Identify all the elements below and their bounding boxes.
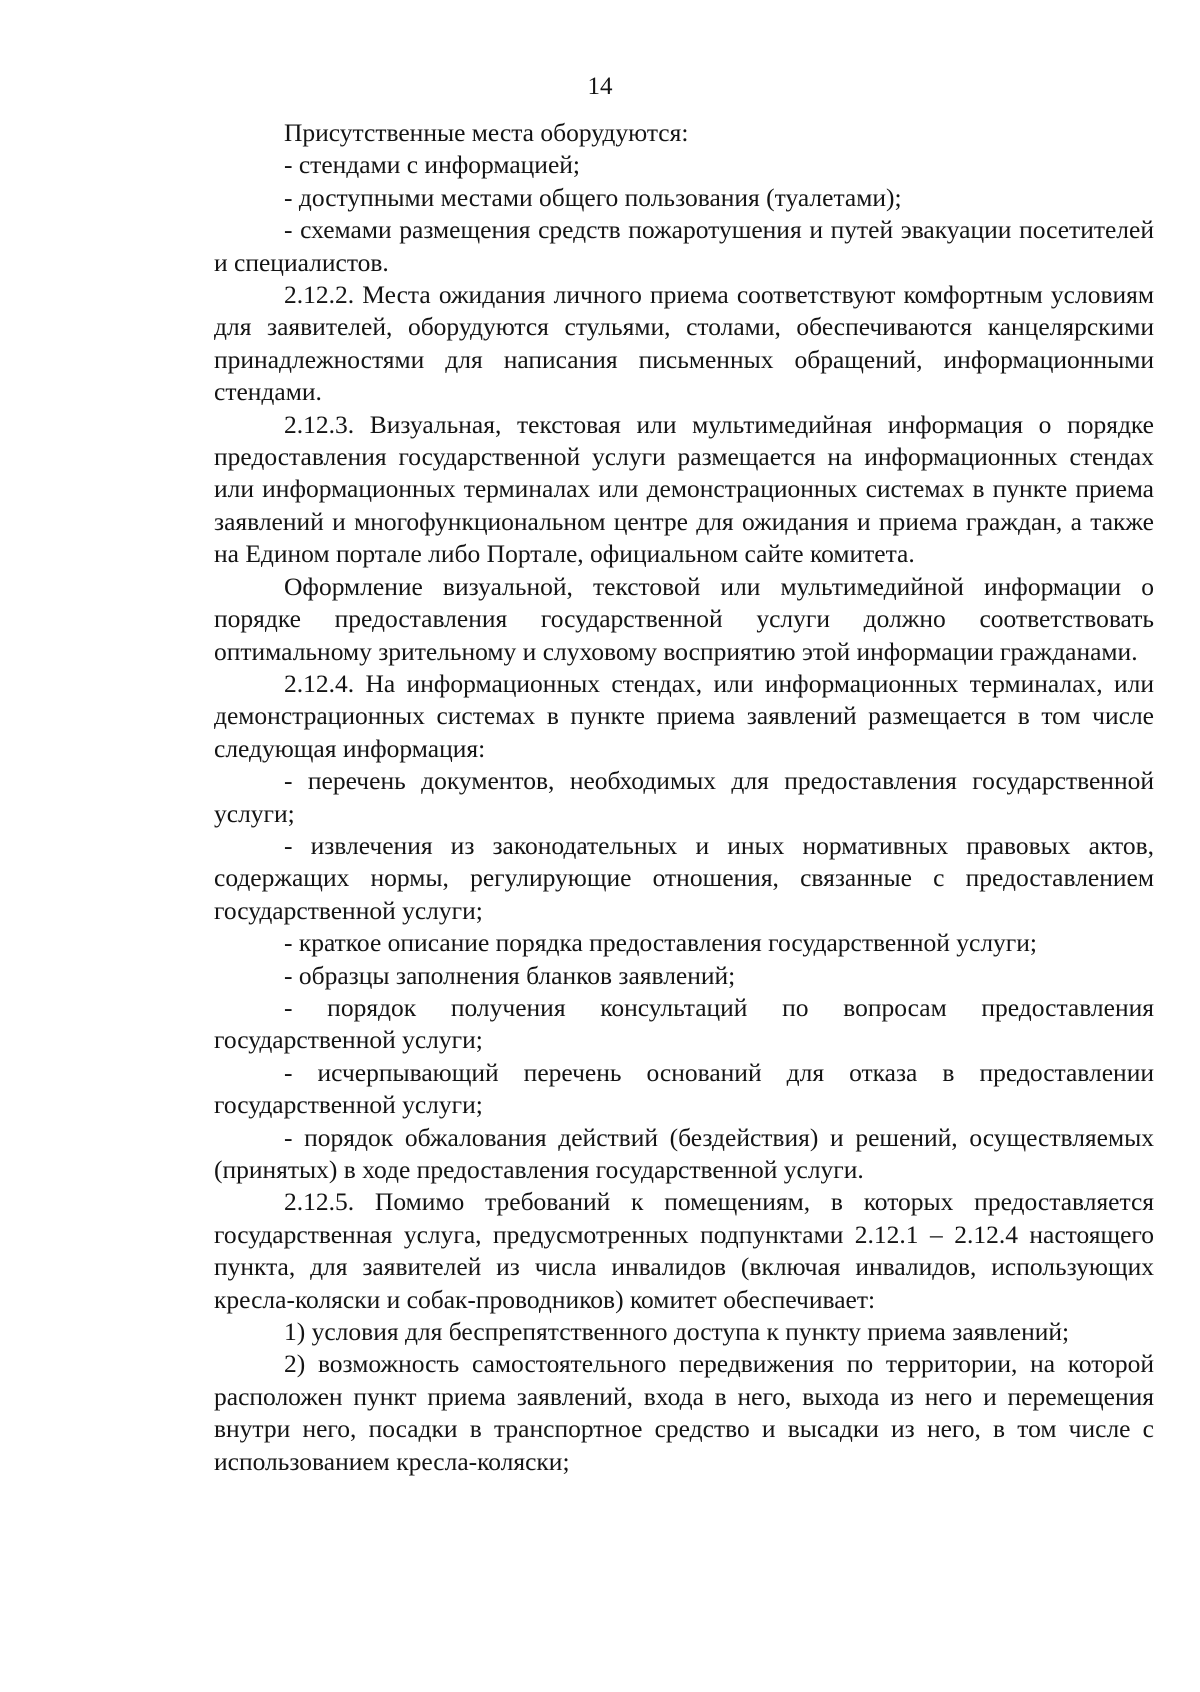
paragraph: - стендами с информацией; <box>284 150 580 180</box>
paragraph: - извлечения из законодательных и иных нормативных правовых актов, содержащих нормы, регулирующие отношения, связанные с предоставлением государственной услуги; <box>214 830 1154 925</box>
paragraph: - образцы заполнения бланков заявлений; <box>284 960 736 990</box>
paragraph: - схемами размещения средств пожаротушения и путей эвакуации посетителей и специалистов. <box>214 215 1154 277</box>
paragraph: - порядок получения консультаций по вопросам предоставления государственной услуги; <box>214 992 1154 1055</box>
paragraph: - исчерпывающий перечень оснований для отказа в предоставлении государственной услуги; <box>214 1057 1154 1120</box>
paragraph: - перечень документов, необходимых для предоставления государственной услуги; <box>214 766 1154 828</box>
paragraph: Присутственные места оборудуются: <box>284 118 689 147</box>
paragraph: - порядок обжалования действий (бездействия) и решений, осуществляемых (принятых) в ходе предоставления государственной услуги. <box>214 1122 1154 1184</box>
paragraph: 1) условия для беспрепятственного доступа к пункту приема заявлений; <box>284 1317 1070 1347</box>
paragraph: 2.12.4. На информационных стендах, или информационных терминалах, или демонстрационных системах в пункте приема заявлений размещается в том числе следующая информация: <box>214 668 1154 763</box>
paragraph: Оформление визуальной, текстовой или мультимедийной информации о порядке предоставления государственной услуги должно соответствовать оптимальному зрительному и слуховому восприятию этой информации гражданами. <box>214 571 1154 666</box>
paragraph: 2.12.2. Места ожидания личного приема соответствуют комфортным условиям для заявителей, оборудуются стульями, столами, обеспечиваются канцелярскими принадлежностями для написания письменных обращений, информационными стендами. <box>214 280 1154 407</box>
document-body <box>214 117 1154 1478</box>
paragraph: - краткое описание порядка предоставления государственной услуги; <box>284 928 1037 958</box>
paragraph: 2) возможность самостоятельного передвижения по территории, на которой расположен пункт приема заявлений, входа в него, выхода из него и перемещения внутри него, посадки в транспортное средство и высадки из него, в том числе с использованием кресла-коляски; <box>214 1349 1154 1476</box>
paragraph: - доступными местами общего пользования (туалетами); <box>284 182 902 212</box>
paragraph: 2.12.3. Визуальная, текстовая или мультимедийная информация о порядке предоставления государственной услуги размещается на информационных стендах или информационных терминалах или демонстрационных системах в пункте приема заявлений и многофункциональном центре для ожидания и приема граждан, а также на Едином портале либо Портале, официальном сайте комитета. <box>214 409 1154 569</box>
page-number: 14 <box>587 73 613 100</box>
paragraph: 2.12.5. Помимо требований к помещениям, в которых предоставляется государственная услуга, предусмотренных подпунктами 2.12.1 – 2.12.4 настоящего пункта, для заявителей из числа инвалидов (включая инвалидов, использующих кресла-коляски и собак-проводников) комитет обеспечивает: <box>214 1187 1154 1314</box>
